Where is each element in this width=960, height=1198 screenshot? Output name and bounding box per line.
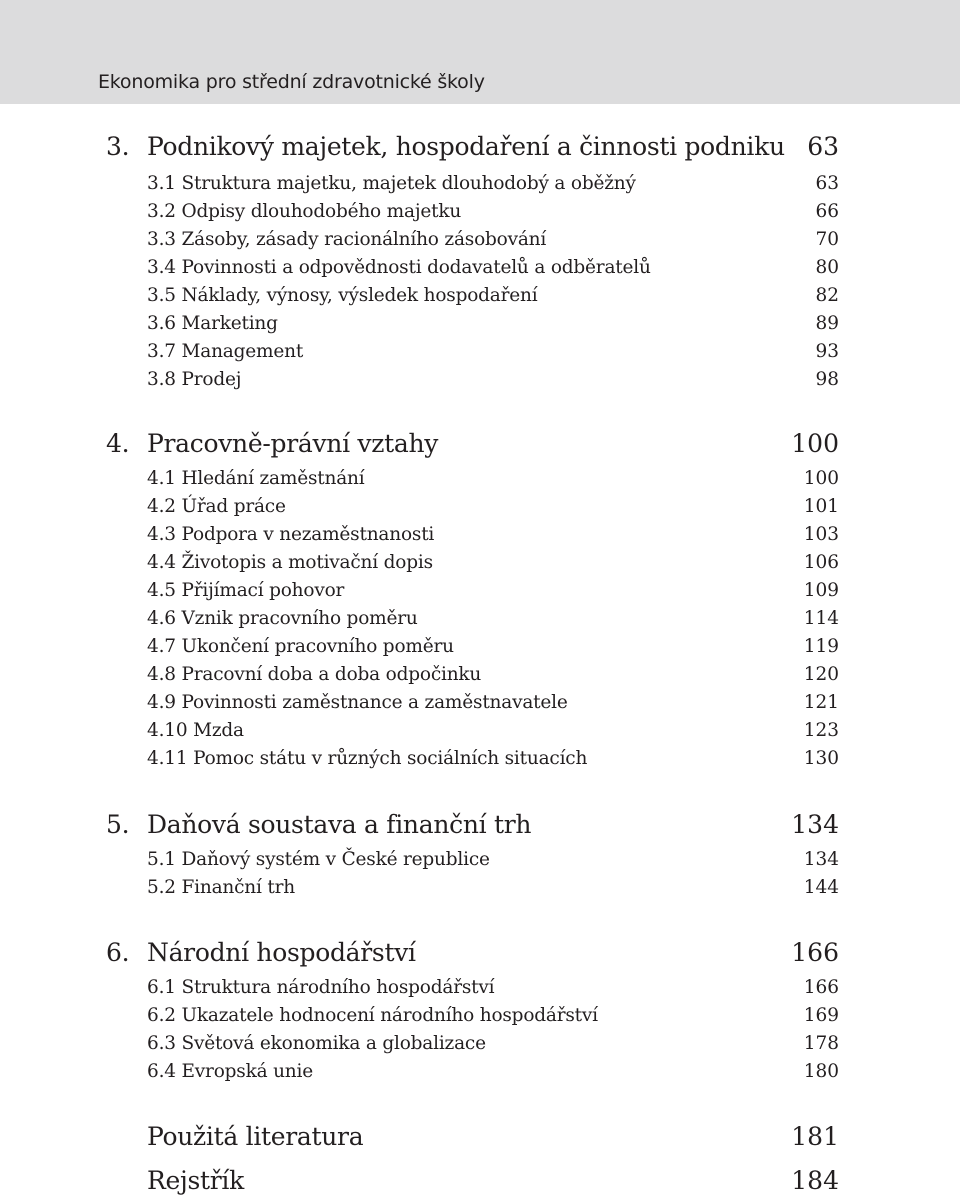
section-page: 121 bbox=[803, 692, 839, 713]
chapter-number: 3. bbox=[106, 132, 130, 161]
section-page: 80 bbox=[815, 257, 839, 278]
section-title: 3.6 Marketing bbox=[147, 313, 278, 334]
section-title: 3.1 Struktura majetku, majetek dlouhodobý a oběžný bbox=[147, 173, 636, 194]
section-title: 4.4 Životopis a motivační dopis bbox=[147, 552, 433, 573]
chapter-page: 134 bbox=[791, 810, 839, 839]
section-title: 5.2 Finanční trh bbox=[147, 877, 295, 898]
section-title: 3.7 Management bbox=[147, 341, 304, 362]
section-page: 166 bbox=[803, 977, 839, 998]
section-page: 93 bbox=[815, 341, 839, 362]
section-title: 3.5 Náklady, výnosy, výsledek hospodaření bbox=[147, 285, 538, 306]
section-page: 169 bbox=[803, 1005, 839, 1026]
section-title: 4.3 Podpora v nezaměstnanosti bbox=[147, 524, 435, 545]
book-title: Ekonomika pro střední zdravotnické školy bbox=[98, 71, 485, 93]
section-page: 120 bbox=[803, 664, 839, 685]
chapter-title: Podnikový majetek, hospodaření a činnosti podniku bbox=[147, 132, 785, 161]
section-title: 6.3 Světová ekonomika a globalizace bbox=[147, 1033, 486, 1054]
section-title: 3.8 Prodej bbox=[147, 369, 242, 390]
section-page: 63 bbox=[815, 173, 839, 194]
section-page: 100 bbox=[803, 468, 839, 489]
section-title: 4.9 Povinnosti zaměstnance a zaměstnavatele bbox=[147, 692, 568, 713]
back-matter-title: Rejstřík bbox=[147, 1166, 244, 1195]
section-page: 70 bbox=[815, 229, 839, 250]
section-page: 109 bbox=[803, 580, 839, 601]
section-title: 6.1 Struktura národního hospodářství bbox=[147, 977, 495, 998]
section-page: 106 bbox=[803, 552, 839, 573]
chapter-number: 6. bbox=[106, 938, 130, 967]
section-page: 144 bbox=[803, 877, 839, 898]
section-title: 4.6 Vznik pracovního poměru bbox=[147, 608, 418, 629]
section-title: 6.4 Evropská unie bbox=[147, 1061, 313, 1082]
back-matter-title: Použitá literatura bbox=[147, 1122, 364, 1151]
chapter-page: 63 bbox=[807, 132, 839, 161]
section-page: 103 bbox=[803, 524, 839, 545]
section-page: 134 bbox=[803, 849, 839, 870]
section-page: 114 bbox=[803, 608, 839, 629]
section-title: 6.2 Ukazatele hodnocení národního hospodářství bbox=[147, 1005, 598, 1026]
section-page: 82 bbox=[815, 285, 839, 306]
section-title: 4.8 Pracovní doba a doba odpočinku bbox=[147, 664, 482, 685]
section-title: 3.3 Zásoby, zásady racionálního zásobování bbox=[147, 229, 547, 250]
section-title: 4.1 Hledání zaměstnání bbox=[147, 468, 365, 489]
chapter-number: 4. bbox=[106, 429, 130, 458]
section-page: 119 bbox=[803, 636, 839, 657]
section-page: 180 bbox=[803, 1061, 839, 1082]
section-title: 4.2 Úřad práce bbox=[147, 496, 286, 517]
chapter-number: 5. bbox=[106, 810, 130, 839]
section-title: 4.5 Přijímací pohovor bbox=[147, 580, 345, 601]
section-page: 178 bbox=[803, 1033, 839, 1054]
section-title: 4.10 Mzda bbox=[147, 720, 244, 741]
section-page: 89 bbox=[815, 313, 839, 334]
back-matter-page: 184 bbox=[791, 1166, 839, 1195]
section-title: 3.4 Povinnosti a odpovědnosti dodavatelů a odběratelů bbox=[147, 257, 651, 278]
section-title: 3.2 Odpisy dlouhodobého majetku bbox=[147, 201, 462, 222]
section-page: 98 bbox=[815, 369, 839, 390]
section-title: 5.1 Daňový systém v České republice bbox=[147, 849, 490, 870]
section-page: 123 bbox=[803, 720, 839, 741]
back-matter-page: 181 bbox=[791, 1122, 839, 1151]
chapter-title: Pracovně-právní vztahy bbox=[147, 429, 439, 458]
chapter-page: 100 bbox=[791, 429, 839, 458]
section-title: 4.11 Pomoc státu v různých sociálních situacích bbox=[147, 748, 588, 769]
section-page: 101 bbox=[803, 496, 839, 517]
chapter-page: 166 bbox=[791, 938, 839, 967]
chapter-title: Daňová soustava a finanční trh bbox=[147, 810, 532, 839]
section-title: 4.7 Ukončení pracovního poměru bbox=[147, 636, 454, 657]
section-page: 66 bbox=[815, 201, 839, 222]
chapter-title: Národní hospodářství bbox=[147, 938, 416, 967]
section-page: 130 bbox=[803, 748, 839, 769]
